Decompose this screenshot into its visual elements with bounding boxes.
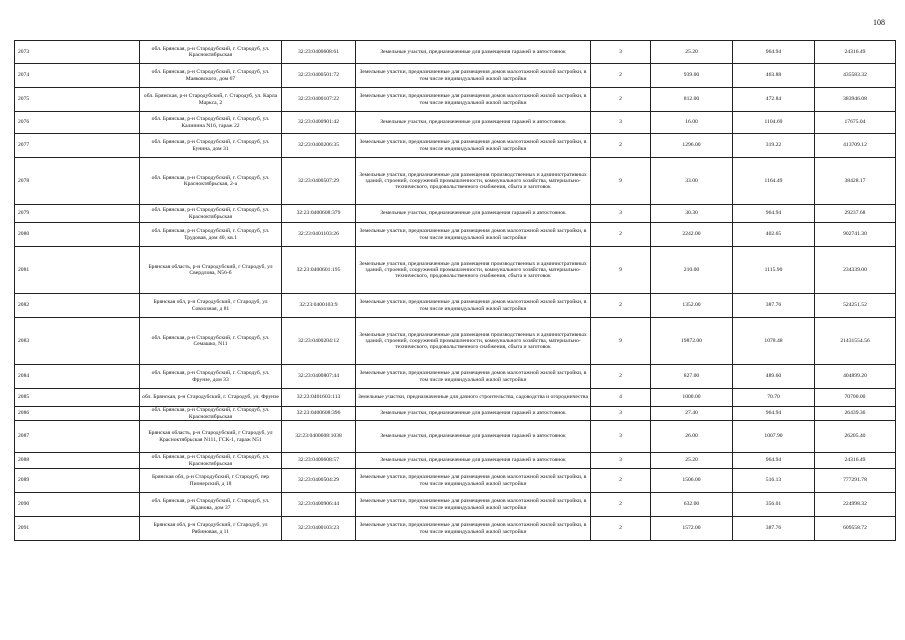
table-row xyxy=(15,112,896,134)
area-cell: 2242.00 xyxy=(651,223,733,247)
specific-value-cell: 1104.69 xyxy=(733,112,815,134)
specific-value-cell: 472.84 xyxy=(733,88,815,112)
row-number: 2089 xyxy=(15,469,140,493)
table-row xyxy=(15,407,896,421)
land-use-cell: Земельные участки, предназначенные для размещения домов малоэтажной жилой застройки, в том числе индивидуальной жилой застройки xyxy=(356,517,591,541)
row-number: 2078 xyxy=(15,158,140,205)
cadastral-value-cell: 29237.68 xyxy=(815,205,896,223)
table-row xyxy=(15,389,896,407)
cadastral-number-cell: 32:23:0401103:26 xyxy=(282,223,356,247)
cadastral-value-cell: 404899.20 xyxy=(815,365,896,389)
land-use-cell: Земельные участки, предназначенные для размещения домов малоэтажной жилой застройки, в том числе индивидуальной жилой застройки xyxy=(356,134,591,158)
row-number: 2082 xyxy=(15,294,140,318)
group-cell: 9 xyxy=(591,318,651,365)
group-cell: 2 xyxy=(591,88,651,112)
land-use-cell: Земельные участки, предназначенные для размещения домов малоэтажной жилой застройки, в том числе индивидуальной жилой застройки xyxy=(356,294,591,318)
cadastral-number-cell: 32:23:0401603:113 xyxy=(282,389,356,407)
table-row xyxy=(15,223,896,247)
page-number: 108 xyxy=(873,18,885,27)
address-cell: обл. Брянская, р-н Стародубский, г. Стародуб, ул. Красноктябрьская xyxy=(140,41,282,64)
table-row xyxy=(15,294,896,318)
specific-value-cell: 387.76 xyxy=(733,517,815,541)
row-number: 2077 xyxy=(15,134,140,158)
area-cell: 1296.00 xyxy=(651,134,733,158)
row-number: 2079 xyxy=(15,205,140,223)
address-cell: Брянская область, р-н Стародубский, г Стародуб, ул Свердлова, N56-б xyxy=(140,247,282,294)
specific-value-cell: 516.13 xyxy=(733,469,815,493)
land-use-cell: Земельные участки, предназначенные для размещения производственных и административных зданий, строений, сооружений промышленности, коммунального хозяйства, материально-технического, продовольственного снабжения, сбыта и заготовок xyxy=(356,318,591,365)
specific-value-cell: 1115.90 xyxy=(733,247,815,294)
land-use-cell: Земельные участки, предназначенные для размещения домов малоэтажной жилой застройки, в том числе индивидуальной жилой застройки xyxy=(356,64,591,88)
table-row xyxy=(15,493,896,517)
specific-value-cell: 463.88 xyxy=(733,64,815,88)
area-cell: 1352.00 xyxy=(651,294,733,318)
area-cell: 827.00 xyxy=(651,365,733,389)
area-cell: 1000.00 xyxy=(651,389,733,407)
table-row xyxy=(15,247,896,294)
cadastral-number-cell: 32:23:0400608:379 xyxy=(282,205,356,223)
specific-value-cell: 356.01 xyxy=(733,493,815,517)
area-cell: 19872.00 xyxy=(651,318,733,365)
table-row xyxy=(15,365,896,389)
land-use-cell: Земельные участки, предназначенные для размещения домов малоэтажной жилой застройки, в том числе индивидуальной жилой застройки xyxy=(356,223,591,247)
cadastral-value-cell: 413709.12 xyxy=(815,134,896,158)
area-cell: 939.00 xyxy=(651,64,733,88)
cadastral-number-cell: 32:23:0400608:1038 xyxy=(282,421,356,453)
address-cell: обл. Брянская, р-н Стародубский, г. Стародуб, ул. Фрунзе, дом 33 xyxy=(140,365,282,389)
land-use-cell: Земельные участки, предназначенные для размещения домов малоэтажной жилой застройки, в том числе индивидуальной жилой застройки xyxy=(356,365,591,389)
land-use-cell: Земельные участки, предназначенные для дачного строительства, садоводства и огородничества xyxy=(356,389,591,407)
group-cell: 9 xyxy=(591,247,651,294)
address-cell: обл. Брянская, р-н Стародубский, г. Стародуб, ул. Маяковского, дом 67 xyxy=(140,64,282,88)
row-number: 2075 xyxy=(15,88,140,112)
group-cell: 2 xyxy=(591,134,651,158)
land-use-cell: Земельные участки, предназначенные для размещения гаражей и автостоянок xyxy=(356,407,591,421)
cadastral-number-cell: 32:23:0400608:57 xyxy=(282,453,356,469)
land-use-cell: Земельные участки, предназначенные для размещения производственных и административных зданий, строений, сооружений промышленности, коммунального хозяйства, материально-технического, продовольственного снабжения, сбыта и заготовок xyxy=(356,247,591,294)
group-cell: 9 xyxy=(591,158,651,205)
cadastral-value-cell: 17675.04 xyxy=(815,112,896,134)
address-cell: обл. Брянская, р-н Стародубский, г. Стародуб, ул. Красноктябрьская, 2-а xyxy=(140,158,282,205)
address-cell: обл. Брянская, р-н Стародубский, г. Стародуб, ул. Калинина N16, гараж 22 xyxy=(140,112,282,134)
address-cell: Брянская обл, р-н Стародубский, г Стародуб, ул Совхозная, д 81 xyxy=(140,294,282,318)
cadastral-value-cell: 777291.78 xyxy=(815,469,896,493)
address-cell: обл. Брянская, р-н Стародубский, г. Стародуб, ул. Красноктябрьская xyxy=(140,205,282,223)
area-cell: 210.00 xyxy=(651,247,733,294)
address-cell: обл. Брянская, р-н Стародубский, г. Стародуб, ул. Семашко, N11 xyxy=(140,318,282,365)
cadastral-number-cell: 32:23:0400103:23 xyxy=(282,517,356,541)
row-number: 2080 xyxy=(15,223,140,247)
table-row xyxy=(15,469,896,493)
cadastral-number-cell: 32:23:0400206:35 xyxy=(282,134,356,158)
land-use-cell: Земельные участки, предназначенные для размещения гаражей и автостоянок xyxy=(356,41,591,64)
cadastral-number-cell: 32:23:0400204:12 xyxy=(282,318,356,365)
address-cell: обл. Брянская, р-н Стародубский, г. Стародуб, ул. Фрунзе xyxy=(140,389,282,407)
land-use-cell: Земельные участки, предназначенные для размещения производственных и административных зданий, строений, сооружений промышленности, коммунального хозяйства, материально-технического, продовольственного снабжения, сбыта и заготовок xyxy=(356,158,591,205)
cadastral-value-cell: 38428.17 xyxy=(815,158,896,205)
row-number: 2081 xyxy=(15,247,140,294)
cadastral-value-cell: 70700.00 xyxy=(815,389,896,407)
address-cell: обл. Брянская, р-н Стародубский, г. Стародуб, ул. Красноктябрьская xyxy=(140,453,282,469)
table-row xyxy=(15,134,896,158)
row-number: 2084 xyxy=(15,365,140,389)
area-cell: 632.00 xyxy=(651,493,733,517)
table-row xyxy=(15,88,896,112)
cadastral-value-cell: 26205.40 xyxy=(815,421,896,453)
specific-value-cell: 1078.48 xyxy=(733,318,815,365)
area-cell: 812.00 xyxy=(651,88,733,112)
cadastral-value-cell: 224998.32 xyxy=(815,493,896,517)
table-row xyxy=(15,318,896,365)
group-cell: 3 xyxy=(591,453,651,469)
row-number: 2091 xyxy=(15,517,140,541)
table-row xyxy=(15,64,896,88)
cadastral-value-cell: 26439.36 xyxy=(815,407,896,421)
group-cell: 3 xyxy=(591,41,651,64)
cadastral-value-cell: 902741.30 xyxy=(815,223,896,247)
cadastral-number-cell: 32:23:0400507:29 xyxy=(282,158,356,205)
specific-value-cell: 1007.90 xyxy=(733,421,815,453)
cadastral-number-cell: 32:23:0400601:195 xyxy=(282,247,356,294)
land-use-cell: Земельные участки, предназначенные для размещения гаражей и автостоянок xyxy=(356,421,591,453)
specific-value-cell: 964.94 xyxy=(733,453,815,469)
area-cell: 27.40 xyxy=(651,407,733,421)
cadastral-value-table xyxy=(14,40,896,541)
land-use-cell: Земельные участки, предназначенные для размещения гаражей и автостоянок xyxy=(356,453,591,469)
specific-value-cell: 70.70 xyxy=(733,389,815,407)
table-row xyxy=(15,421,896,453)
area-cell: 1572.00 xyxy=(651,517,733,541)
cadastral-value-cell: 435583.32 xyxy=(815,64,896,88)
cadastral-value-cell: 21431554.56 xyxy=(815,318,896,365)
row-number: 2076 xyxy=(15,112,140,134)
table-row xyxy=(15,158,896,205)
address-cell: обл. Брянская, р-н Стародубский, г. Стародуб, ул. Трудовая, дом 40, кв.1 xyxy=(140,223,282,247)
table-row xyxy=(15,517,896,541)
area-cell: 1506.00 xyxy=(651,469,733,493)
cadastral-number-cell: 32:23:0400107:22 xyxy=(282,88,356,112)
area-cell: 25.20 xyxy=(651,41,733,64)
area-cell: 33.00 xyxy=(651,158,733,205)
row-number: 2088 xyxy=(15,453,140,469)
cadastral-value-cell: 24316.49 xyxy=(815,41,896,64)
specific-value-cell: 387.76 xyxy=(733,294,815,318)
specific-value-cell: 489.60 xyxy=(733,365,815,389)
specific-value-cell: 1164.49 xyxy=(733,158,815,205)
cadastral-number-cell: 32:23:0400504:29 xyxy=(282,469,356,493)
row-number: 2090 xyxy=(15,493,140,517)
row-number: 2085 xyxy=(15,389,140,407)
cadastral-value-cell: 524251.52 xyxy=(815,294,896,318)
address-cell: обл. Брянская, р-н Стародубский, г. Стародуб, ул. Бунина, дом 31 xyxy=(140,134,282,158)
group-cell: 3 xyxy=(591,407,651,421)
group-cell: 2 xyxy=(591,517,651,541)
cadastral-value-cell: 234339.00 xyxy=(815,247,896,294)
address-cell: Брянская область, р-н Стародубский, г Стародуб, ул Красноктябрьская N111, ГСК-1, гараж N51 xyxy=(140,421,282,453)
address-cell: Брянская обл, р-н Стародубский, г Стародуб, ул Рябиновая, д 11 xyxy=(140,517,282,541)
cadastral-value-cell: 383946.08 xyxy=(815,88,896,112)
row-number: 2083 xyxy=(15,318,140,365)
cadastral-number-cell: 32:23:0400608:396 xyxy=(282,407,356,421)
group-cell: 3 xyxy=(591,112,651,134)
address-cell: обл. Брянская, р-н Стародубский, г. Стародуб, ул. Карла Маркса, 2 xyxy=(140,88,282,112)
row-number: 2087 xyxy=(15,421,140,453)
specific-value-cell: 964.94 xyxy=(733,205,815,223)
cadastral-value-cell: 609558.72 xyxy=(815,517,896,541)
cadastral-number-cell: 32:23:0400608:61 xyxy=(282,41,356,64)
address-cell: Брянская обл, р-н Стародубский, г Стародуб, пер Пионерский, д 18 xyxy=(140,469,282,493)
row-number: 2086 xyxy=(15,407,140,421)
group-cell: 2 xyxy=(591,223,651,247)
area-cell: 16.00 xyxy=(651,112,733,134)
specific-value-cell: 964.94 xyxy=(733,41,815,64)
group-cell: 2 xyxy=(591,294,651,318)
address-cell: обл. Брянская, р-н Стародубский, г. Стародуб, ул. Жданова, дом 37 xyxy=(140,493,282,517)
cadastral-number-cell: 32:23:0400901:42 xyxy=(282,112,356,134)
area-cell: 26.00 xyxy=(651,421,733,453)
land-use-cell: Земельные участки, предназначенные для размещения домов малоэтажной жилой застройки, в том числе индивидуальной жилой застройки xyxy=(356,469,591,493)
specific-value-cell: 319.22 xyxy=(733,134,815,158)
cadastral-number-cell: 32:23:0400807:44 xyxy=(282,365,356,389)
group-cell: 3 xyxy=(591,421,651,453)
group-cell: 2 xyxy=(591,493,651,517)
address-cell: обл. Брянская, р-н Стародубский, г. Стародуб, ул. Красноктябрьская xyxy=(140,407,282,421)
row-number: 2073 xyxy=(15,41,140,64)
area-cell: 30.30 xyxy=(651,205,733,223)
cadastral-number-cell: 32:23:0400906:44 xyxy=(282,493,356,517)
area-cell: 25.20 xyxy=(651,453,733,469)
row-number: 2074 xyxy=(15,64,140,88)
table-row xyxy=(15,453,896,469)
land-use-cell: Земельные участки, предназначенные для размещения гаражей и автостоянок xyxy=(356,205,591,223)
specific-value-cell: 402.65 xyxy=(733,223,815,247)
specific-value-cell: 964.94 xyxy=(733,407,815,421)
group-cell: 2 xyxy=(591,64,651,88)
group-cell: 2 xyxy=(591,469,651,493)
cadastral-value-cell: 24316.49 xyxy=(815,453,896,469)
table-row xyxy=(15,41,896,64)
table-row xyxy=(15,205,896,223)
group-cell: 3 xyxy=(591,205,651,223)
land-use-cell: Земельные участки, предназначенные для размещения домов малоэтажной жилой застройки, в том числе индивидуальной жилой застройки xyxy=(356,493,591,517)
group-cell: 2 xyxy=(591,365,651,389)
cadastral-number-cell: 32:23:0400501:72 xyxy=(282,64,356,88)
group-cell: 4 xyxy=(591,389,651,407)
land-use-cell: Земельные участки, предназначенные для размещения гаражей и автостоянок xyxy=(356,112,591,134)
cadastral-number-cell: 32:23:0400103:9 xyxy=(282,294,356,318)
land-use-cell: Земельные участки, предназначенные для размещения домов малоэтажной жилой застройки, в том числе индивидуальной жилой застройки xyxy=(356,88,591,112)
